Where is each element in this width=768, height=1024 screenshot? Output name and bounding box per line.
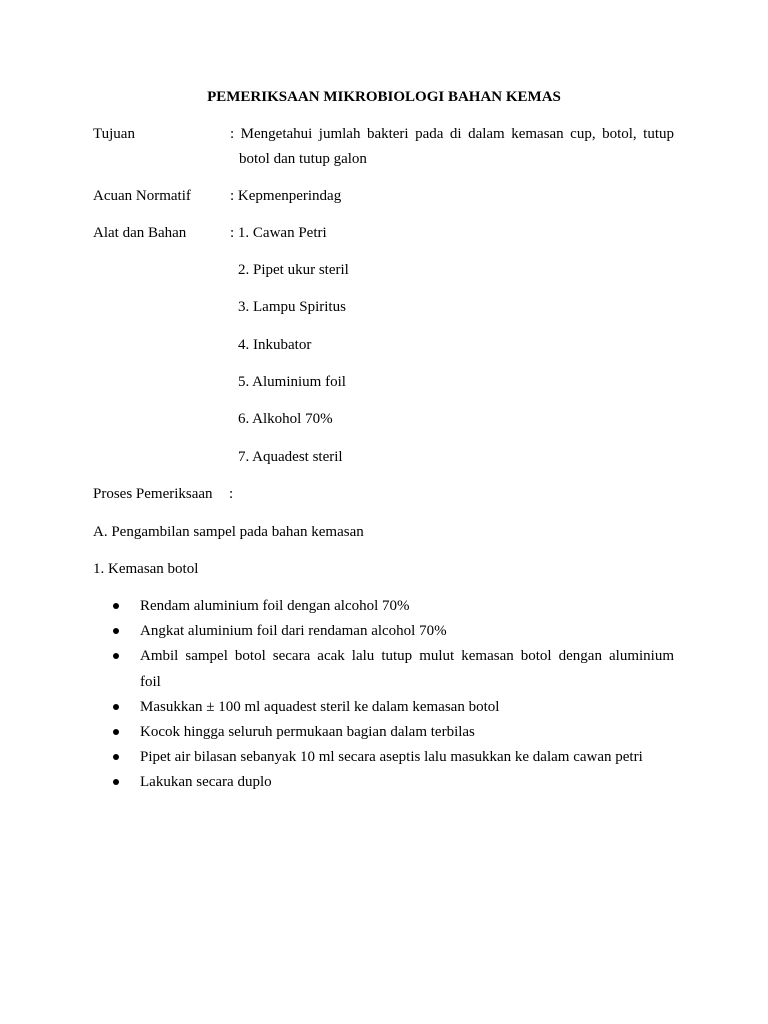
bullet-icon — [113, 779, 119, 785]
document-title: PEMERIKSAAN MIKROBIOLOGI BAHAN KEMAS — [207, 89, 561, 105]
proses-colon: : — [229, 486, 234, 502]
list-item: Angkat aluminium foil dari rendaman alcohol 70% — [140, 623, 447, 639]
tujuan-value-line1: : Mengetahui jumlah bakteri pada di dalam kemasan cup, botol, tutup — [230, 126, 674, 142]
alat-item-6: 6. Alkohol 70% — [238, 411, 333, 427]
alat-item-7: 7. Aquadest steril — [238, 449, 343, 465]
proses-label: Proses Pemeriksaan — [93, 486, 213, 502]
bullet-icon — [113, 754, 119, 760]
bullet-icon — [113, 704, 119, 710]
bullet-icon — [113, 603, 119, 609]
alat-item-2: 2. Pipet ukur steril — [238, 262, 349, 278]
bullet-icon — [113, 653, 119, 659]
bullet-icon — [113, 628, 119, 634]
list-item: Pipet air bilasan sebanyak 10 ml secara aseptis lalu masukkan ke dalam cawan petri — [140, 749, 643, 765]
list-item-continuation: foil — [140, 674, 161, 690]
alat-item-3: 3. Lampu Spiritus — [238, 299, 346, 315]
tujuan-label: Tujuan — [93, 126, 135, 142]
alat-item-5: 5. Aluminium foil — [238, 374, 346, 390]
acuan-value: : Kepmenperindag — [230, 188, 342, 204]
subsection-1-heading: 1. Kemasan botol — [93, 561, 199, 577]
list-item: Rendam aluminium foil dengan alcohol 70% — [140, 598, 410, 614]
acuan-label: Acuan Normatif — [93, 188, 191, 204]
alat-label: Alat dan Bahan — [93, 225, 187, 241]
list-item: Ambil sampel botol secara acak lalu tutup mulut kemasan botol dengan aluminium — [140, 648, 674, 664]
tujuan-value-line2: botol dan tutup galon — [239, 151, 367, 167]
list-item: Kocok hingga seluruh permukaan bagian dalam terbilas — [140, 724, 475, 740]
list-item: Lakukan secara duplo — [140, 774, 272, 790]
alat-item-4: 4. Inkubator — [238, 337, 312, 353]
bullet-icon — [113, 729, 119, 735]
section-a-heading: A. Pengambilan sampel pada bahan kemasan — [93, 524, 364, 540]
list-item: Masukkan ± 100 ml aquadest steril ke dalam kemasan botol — [140, 699, 500, 715]
alat-item-1: : 1. Cawan Petri — [230, 225, 327, 241]
